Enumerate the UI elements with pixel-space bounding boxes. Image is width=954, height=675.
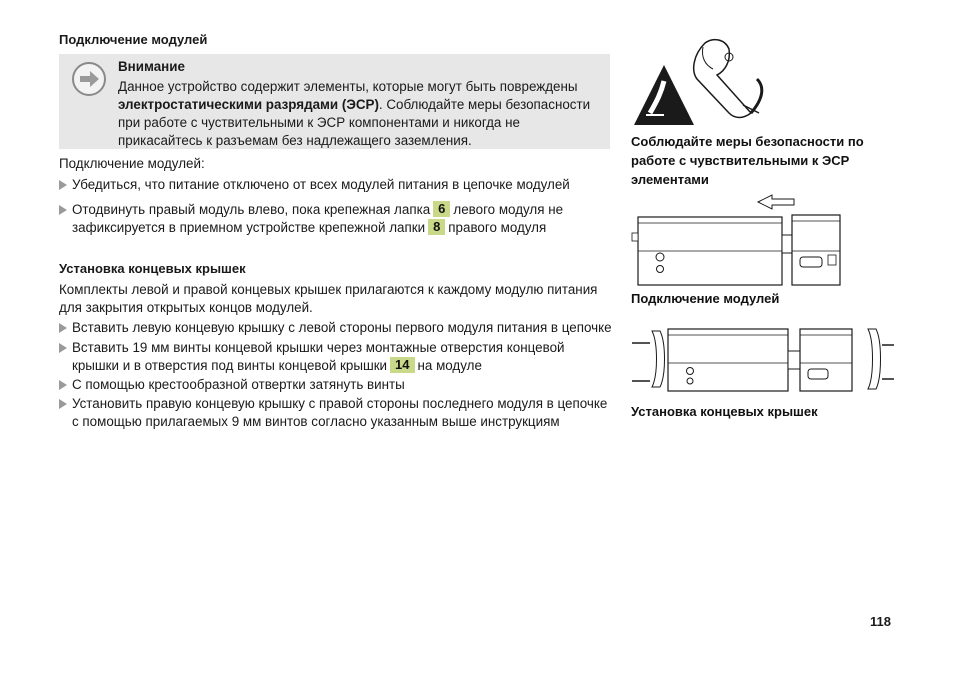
connect-caption: Подключение модулей [631,291,780,306]
arrow-right-icon [72,62,106,96]
bullet-triangle-icon [59,343,67,353]
notice-text: Данное устройство содержит элементы, которые могут быть повреждены электростатическими разрядами (ЭСР). Соблюдайте меры безопасности при работе с чуствительными к ЭСР компонентами и никогда не прикасайтесь к разъемам без надлежащего заземления. [118,79,591,148]
bullet-triangle-icon [59,205,67,215]
list-item: Убедиться, что питание отключено от всех модулей питания в цепочке модулей [59,176,614,194]
notice-box [59,54,610,149]
endcaps-illustration [630,325,898,393]
notice-body [118,58,598,150]
section-title-endcaps: Установка концевых крышек [59,261,246,276]
reference-badge-8: 8 [428,219,445,235]
list-item: Отодвинуть правый модуль влево, пока крепежная лапка 6 левого модуля не зафиксируется в приемном устройстве крепежной лапки 8 правого модуля [59,201,614,237]
endcaps-instructions [59,281,614,432]
notice-title: Внимание [118,59,185,74]
connect-steps [59,176,614,237]
endcaps-caption: Установка концевых крышек [631,404,818,419]
list-item: С помощью крестообразной отвертки затянуть винты [59,376,614,394]
bullet-triangle-icon [59,323,67,333]
list-item: Вставить левую концевую крышку с левой стороны первого модуля питания в цепочке [59,319,614,337]
bullet-triangle-icon [59,399,67,409]
list-item: Установить правую концевую крышку с правой стороны последнего модуля в цепочке с помощью прилагаемых 9 мм винтов согласно указанным выше инструкциям [59,395,614,431]
connect-intro: Подключение модулей: [59,156,205,171]
endcaps-intro: Комплекты левой и правой концевых крышек прилагаются к каждому модулю питания для закрытия открытых концов модулей. [59,282,598,315]
bullet-triangle-icon [59,380,67,390]
esd-warning-illustration [631,35,791,130]
connect-instructions [59,155,614,238]
esd-caption: Соблюдайте меры безопасности по работе с чувствительными к ЭСР элементами [631,134,864,187]
reference-badge-14: 14 [390,357,414,373]
section-title-connect: Подключение модулей [59,32,208,47]
endcaps-steps [59,319,614,431]
reference-badge-6: 6 [433,201,450,217]
page-number: 118 [870,614,891,629]
bullet-triangle-icon [59,180,67,190]
list-item: Вставить 19 мм винты концевой крышки через монтажные отверстия концевой крышки и в отверстия под винты концевой крышки 14 на модуле [59,339,614,375]
module-connection-illustration [630,193,842,288]
